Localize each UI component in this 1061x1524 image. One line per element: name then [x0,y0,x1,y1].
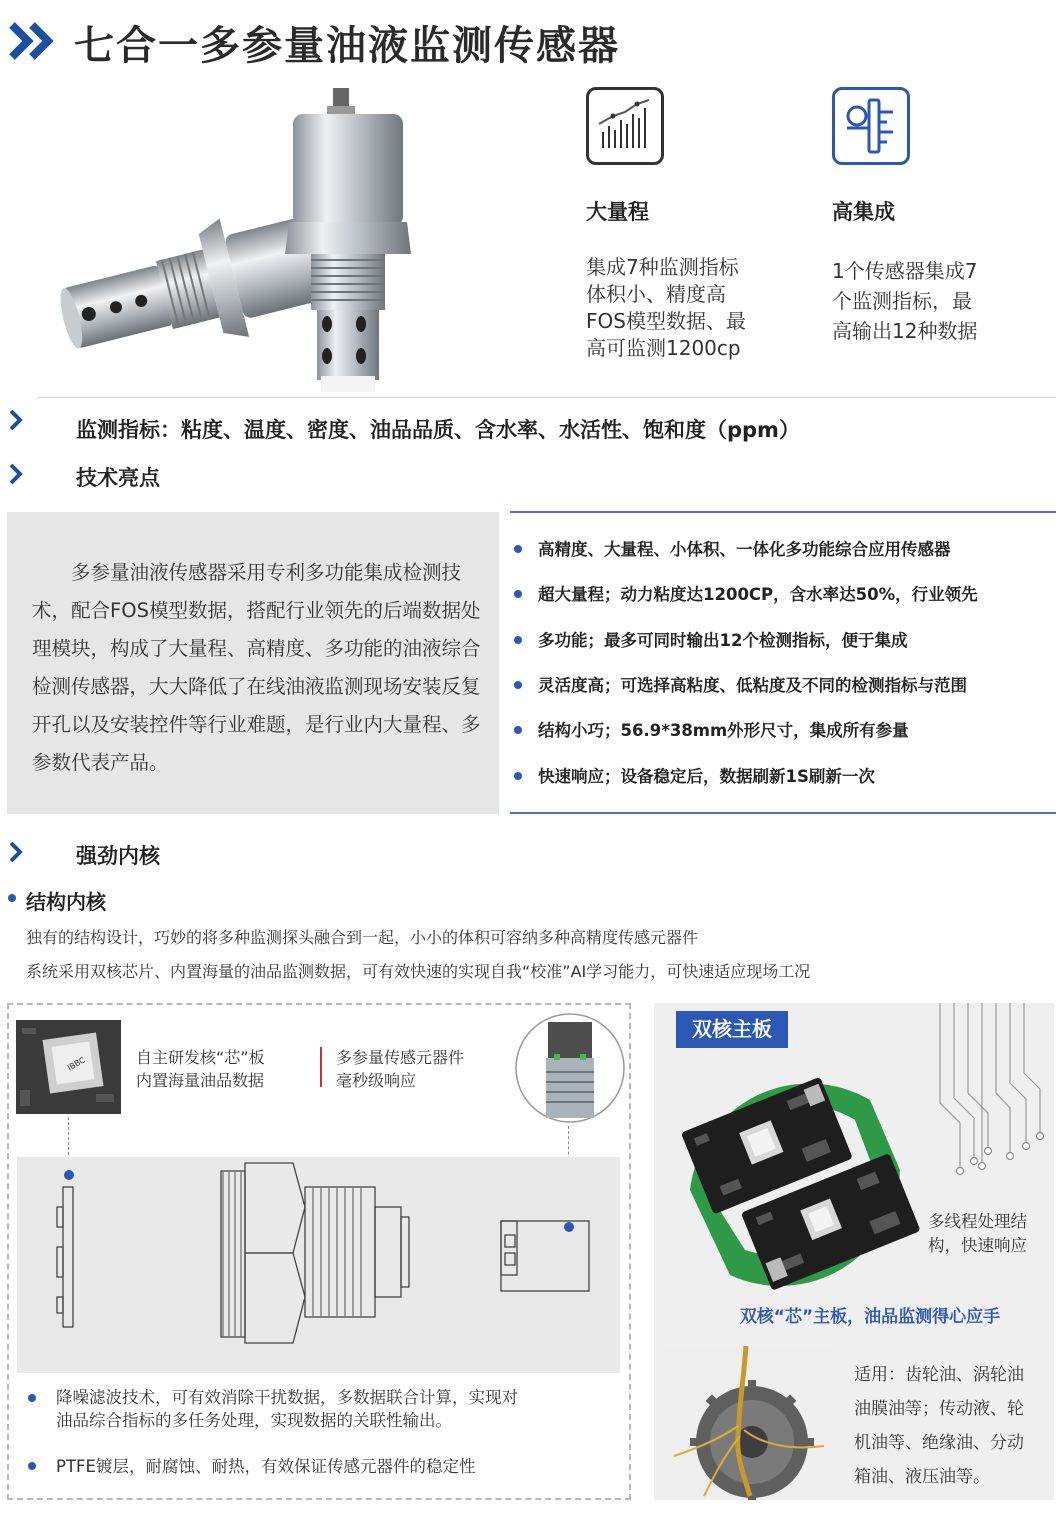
intro-text: 多参量油液传感器采用专利多功能集成检测技术，配合FOS模型数据，搭配行业领先的后端数据处理模块，构成了大量程、高精度、多功能的油液综合检测传感器，大大降低了在线油液监测现场安装反复开孔以及安装控件等行业难题，是行业内大量程、多参数代表产品。 [32,561,481,774]
multithread-text: 多线程处理结 构，快速响应 [928,1212,1027,1255]
callout-chip: 自主研发核“芯”板 内置海量油品数据 [136,1048,265,1090]
highlight-item: 多功能；最多可同时输出12个检测指标，便于集成 [514,627,907,651]
chevron-right-icon [8,408,24,432]
section-title-highlights: 技术亮点 [76,466,160,490]
feature-bullet-ptfe: PTFE镀层，耐腐蚀、耐热，有效保证传感元器件的稳定性 [56,1457,476,1476]
page-title: 七合一多参量油液监测传感器 [74,23,620,69]
marker-dot [64,1170,74,1180]
section-title-core: 强劲内核 [76,844,160,868]
highlight-item: 结构小巧；56.9*38mm外形尺寸，集成所有参量 [514,717,909,741]
svg-text:IBBC: IBBC [65,1055,87,1073]
caliper-icon [832,87,910,165]
highlight-item: 快速响应；设备稳定后，数据刷新1S刷新一次 [514,763,875,787]
gear-oil-photo [664,1346,832,1500]
highlights-top-rule [510,511,1056,513]
divider-line [38,397,1056,398]
chip-board-photo [16,1020,121,1114]
dual-core-board-photo [670,1060,930,1290]
bullet-dot [28,1394,36,1402]
product-photo [55,84,415,394]
sub-heading-structure: 结构内核 [26,890,106,914]
metrics-line: 监测指标：粘度、温度、密度、油品品质、含水率、水活性、饱和度（ppm） [76,418,800,442]
application-text: 适用：齿轮油、涡轮油 油膜油等；传动液、轮 机油等、绝缘油、分动 箱油、液压油等。 [854,1365,1024,1487]
sensor-closeup-photo [514,1012,626,1124]
callout-divider [320,1047,322,1087]
feature-desc-range: 集成7种监测指标 体积小、精度高 FOS模型数据、最 高可监测1200cp [586,255,746,360]
feature-bullet-noise-filter: 降噪滤波技术，可有效消除干扰数据，多数据联合计算，实现对 油品综合指标的多任务处理，实现数据的关联性输出。 [56,1388,518,1430]
highlight-item: 灵活度高；可选择高粘度、低粘度及不同的检测指标与范围 [514,672,967,696]
bullet-dot [8,894,16,902]
dual-core-caption: 双核“芯”主板，油品监测得心应手 [739,1307,1001,1327]
chevron-right-icon [8,462,24,486]
structure-line-2: 系统采用双核芯片、内置海量的油品监测数据，可有效快速的实现自我“校准”AI学习能力，可快速适应现场工况 [26,962,811,981]
chevron-right-icon [8,840,24,864]
header-chevron-icon [8,22,56,60]
bar-chart-icon [586,87,664,165]
feature-title-integration: 高集成 [832,200,895,224]
callout-sensor: 多参量传感元器件 毫秒级响应 [336,1048,465,1090]
highlights-bottom-rule [510,812,1056,814]
marker-dot [564,1222,574,1232]
highlight-item: 高精度、大量程、小体积、一体化多功能综合应用传感器 [514,536,951,560]
sensor-technical-drawing [17,1157,620,1373]
circuit-traces-graphic [930,1003,1054,1178]
dual-core-badge: 双核主板 [676,1011,788,1048]
bullet-dot [28,1462,36,1470]
structure-line-1: 独有的结构设计，巧妙的将多种监测探头融合到一起，小小的体积可容纳多种高精度传感元器件 [26,928,699,947]
highlight-item: 超大量程；动力粘度达1200CP，含水率达50%，行业领先 [514,581,978,605]
feature-title-range: 大量程 [586,200,649,224]
feature-desc-integration: 1个传感器集成7 个监测指标，最 高输出12种数据 [832,259,978,343]
